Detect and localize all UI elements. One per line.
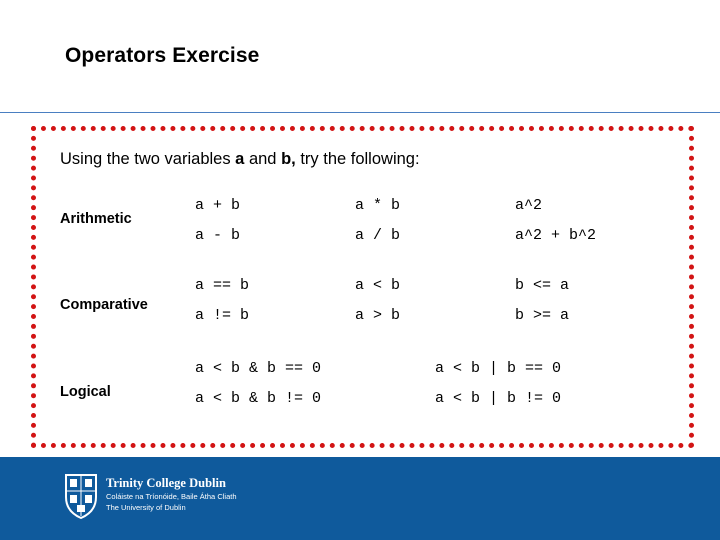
logo-university: The University of Dublin bbox=[106, 503, 186, 512]
label-comparative: Comparative bbox=[60, 297, 148, 313]
label-arithmetic: Arithmetic bbox=[60, 211, 132, 227]
code-comp-1-3: b <= a bbox=[515, 277, 570, 294]
intro-suffix: try the following: bbox=[295, 150, 420, 168]
intro-prefix: Using the two variables bbox=[60, 150, 236, 168]
code-logic-2-2: a < b | b != 0 bbox=[435, 390, 562, 407]
code-arith-1-2: a * b bbox=[355, 197, 401, 214]
logo-name: Trinity College Dublin bbox=[106, 476, 226, 490]
college-crest-icon bbox=[64, 473, 98, 519]
code-comp-1-1: a == b bbox=[195, 277, 250, 294]
intro-text bbox=[60, 150, 420, 169]
code-comp-2-3: b >= a bbox=[515, 307, 570, 324]
code-arith-1-3: a^2 bbox=[515, 197, 543, 214]
code-logic-2-1: a < b & b != 0 bbox=[195, 390, 322, 407]
code-arith-2-1: a - b bbox=[195, 227, 241, 244]
code-arith-2-2: a / b bbox=[355, 227, 401, 244]
code-logic-1-1: a < b & b == 0 bbox=[195, 360, 322, 377]
logo-irish-name: Coláiste na Tríonóide, Baile Átha Cliath bbox=[106, 492, 237, 501]
intro-var-b: b, bbox=[281, 150, 296, 168]
code-comp-2-2: a > b bbox=[355, 307, 401, 324]
code-comp-1-2: a < b bbox=[355, 277, 401, 294]
label-logical: Logical bbox=[60, 384, 111, 400]
title-divider bbox=[0, 112, 720, 113]
code-comp-2-1: a != b bbox=[195, 307, 250, 324]
code-arith-2-3: a^2 + b^2 bbox=[515, 227, 597, 244]
slide-title: Operators Exercise bbox=[65, 44, 260, 67]
code-arith-1-1: a + b bbox=[195, 197, 241, 214]
code-logic-1-2: a < b | b == 0 bbox=[435, 360, 562, 377]
intro-middle: and bbox=[244, 150, 282, 168]
intro-var-a: a bbox=[235, 150, 245, 168]
